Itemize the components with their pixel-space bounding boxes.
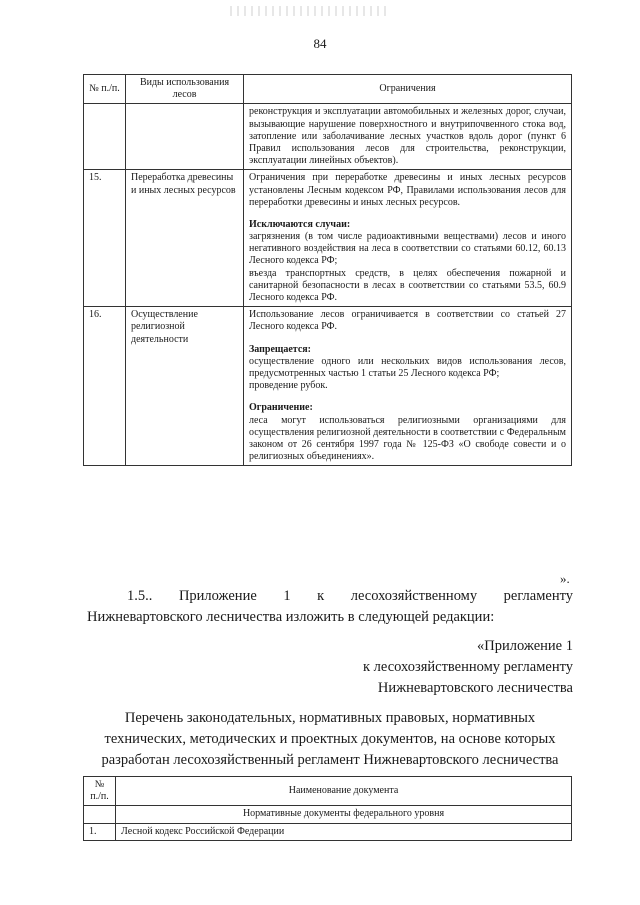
table-row-15: [84, 170, 572, 307]
documents-section-row: [84, 806, 572, 823]
header-doc-num: № п./п.: [84, 777, 116, 806]
header-forest-use: Виды использования лесов: [126, 75, 244, 104]
appendix-heading: [300, 636, 573, 699]
section-num-empty: [84, 806, 116, 823]
row16-paragraph-4: леса могут использоваться религиозными организациями для осуществления религиозной деятельности в соответствии с Федеральным законом от 26 сентября 1997 года № 125-ФЗ «О свободе совести и о религиозных объединениях».: [249, 414, 566, 463]
restrictions-table: [83, 74, 572, 466]
cell-restrictions-15: [244, 170, 572, 307]
table-row-16: [84, 307, 572, 466]
scan-noise: [230, 6, 390, 16]
page-number: 84: [313, 36, 327, 51]
paragraph-1-5-text: 1.5.. Приложение 1 к лесохозяйственному регламенту Нижневартовского лесничества изложить в следующей редакции:: [87, 588, 573, 625]
row16-heading-prohibited: Запрещается:: [249, 343, 312, 355]
cell-num-empty: [84, 104, 126, 170]
documents-table: [83, 776, 572, 841]
paragraph-1-5: [87, 586, 573, 628]
closing-quote: ».: [560, 571, 570, 586]
cell-num-15: 15.: [84, 170, 126, 307]
section-federal-level: Нормативные документы федерального уровня: [116, 806, 572, 823]
cell-restrictions-16: [244, 307, 572, 466]
doc-name-1: Лесной кодекс Российской Федерации: [116, 823, 572, 840]
appendix-heading-line-1: «Приложение 1: [477, 638, 573, 654]
header-restrictions: Ограничения: [244, 75, 572, 104]
header-num: № п./п.: [84, 75, 126, 104]
header-doc-name: Наименование документа: [116, 777, 572, 806]
row15-paragraph-2: загрязнения (в том числе радиоактивными веществами) лесов и иного негативного воздействия на леса в соответствии со статьями 60.12, 60.13 Лесного кодекса РФ;: [249, 231, 566, 267]
row16-paragraph-1: Использование лесов ограничивается в соответствии со статьей 27 Лесного кодекса РФ.: [249, 309, 566, 333]
restrictions-table-header: [84, 75, 572, 104]
row15-heading-excluded: Исключаются случаи:: [249, 218, 351, 230]
cell-num-16: 16.: [84, 307, 126, 466]
row16-heading-restriction: Ограничение:: [249, 402, 313, 414]
cell-type-15: Переработка древесины и иных лесных ресурсов: [126, 170, 244, 307]
row15-paragraph-1: Ограничения при переработке древесины и иных лесных ресурсов установлены Лесным кодексом РФ, Правилами использования лесов для переработки древесины и иных лесных ресурсов.: [249, 172, 566, 208]
cell-type-empty: [126, 104, 244, 170]
table-row: [84, 823, 572, 840]
appendix-heading-line-3: Нижневартовского лесничества: [377, 680, 573, 696]
cell-restrictions-continuation: реконструкция и эксплуатации автомобильных и железных дорог, случаи, вызывающие нарушение поверхностного и внутрипочвенного стока вод, затопление или заболачивание лесных участков вдоль дорог (пункт 6 Правил использования лесов для строительства, реконструкции, эксплуатации линейных объектов).: [244, 104, 572, 170]
appendix-heading-line-2: к лесохозяйственному регламенту: [363, 659, 573, 675]
row16-paragraph-2: осуществление одного или нескольких видов использования лесов, предусмотренных частью 1 статьи 25 Лесного кодекса РФ;: [249, 355, 566, 379]
row15-paragraph-3: въезда транспортных средств, в целях обеспечения пожарной и санитарной безопасности в лесах в соответствии со статьями 53.5, 60.9 Лесного кодекса РФ.: [249, 267, 566, 303]
doc-num-1: 1.: [84, 823, 116, 840]
row16-paragraph-3: проведение рубок.: [249, 380, 328, 392]
document-list-title: Перечень законодательных, нормативных правовых, нормативных технических, методических и проектных документов, на основе которых разработан лесохозяйственный регламент Нижневартовского лесничества: [101, 710, 559, 768]
cell-type-16: Осуществление религиозной деятельности: [126, 307, 244, 466]
table-row-continuation: [84, 104, 572, 170]
documents-table-header: [84, 777, 572, 806]
